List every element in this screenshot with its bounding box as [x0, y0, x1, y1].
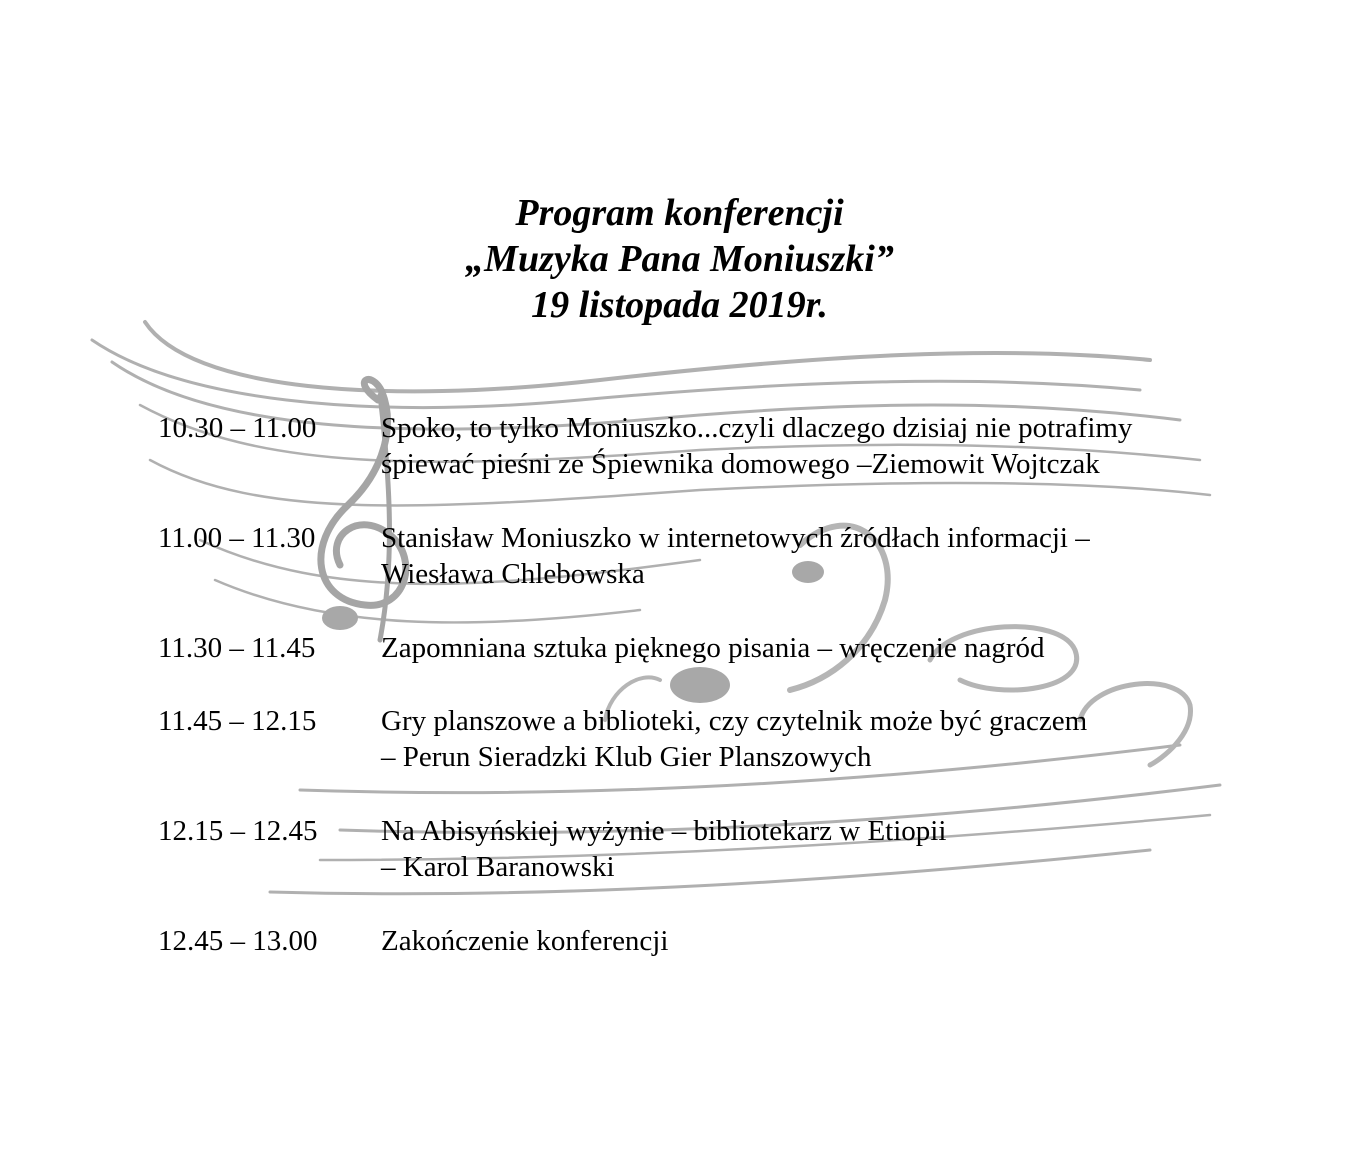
title-line-3: 19 listopada 2019r. — [531, 284, 828, 326]
page-title — [0, 190, 1359, 328]
entry-line: Stanisław Moniuszko w internetowych źródłach informacji – — [381, 522, 1090, 554]
entry-line: Zakończenie konferencji — [381, 925, 669, 957]
entry-description — [381, 520, 1241, 592]
entry-time: 10.30 – 11.00 — [158, 412, 317, 444]
entry-line: – Karol Baranowski — [381, 851, 615, 883]
entry-line: śpiewać pieśni ze Śpiewnika domowego –Ziemowit Wojtczak — [381, 448, 1100, 480]
entry-line: Na Abisyńskiej wyżynie – bibliotekarz w Etiopii — [381, 815, 947, 847]
entry-description — [381, 410, 1241, 482]
entry-line: Zapomniana sztuka pięknego pisania – wręczenie nagród — [381, 632, 1045, 664]
title-line-1: Program konferencji — [515, 192, 844, 234]
entry-time: 12.45 – 13.00 — [158, 925, 318, 957]
entry-time: 11.30 – 11.45 — [158, 632, 316, 664]
entry-line: Gry planszowe a biblioteki, czy czytelnik może być graczem — [381, 705, 1088, 737]
entry-time: 11.45 – 12.15 — [158, 705, 317, 737]
entry-description — [381, 923, 1241, 959]
entry-line: Wiesława Chlebowska — [381, 558, 645, 590]
entry-time: 12.15 – 12.45 — [158, 815, 318, 847]
entry-line: Spoko, to tylko Moniuszko...czyli dlaczego dzisiaj nie potrafimy — [381, 412, 1133, 444]
title-line-2: „Muzyka Pana Moniuszki” — [465, 238, 894, 280]
entry-description — [381, 703, 1241, 775]
entry-description — [381, 630, 1241, 666]
entry-time: 11.00 – 11.30 — [158, 522, 316, 554]
entry-line: – Perun Sieradzki Klub Gier Planszowych — [381, 741, 872, 773]
entry-description — [381, 813, 1241, 885]
